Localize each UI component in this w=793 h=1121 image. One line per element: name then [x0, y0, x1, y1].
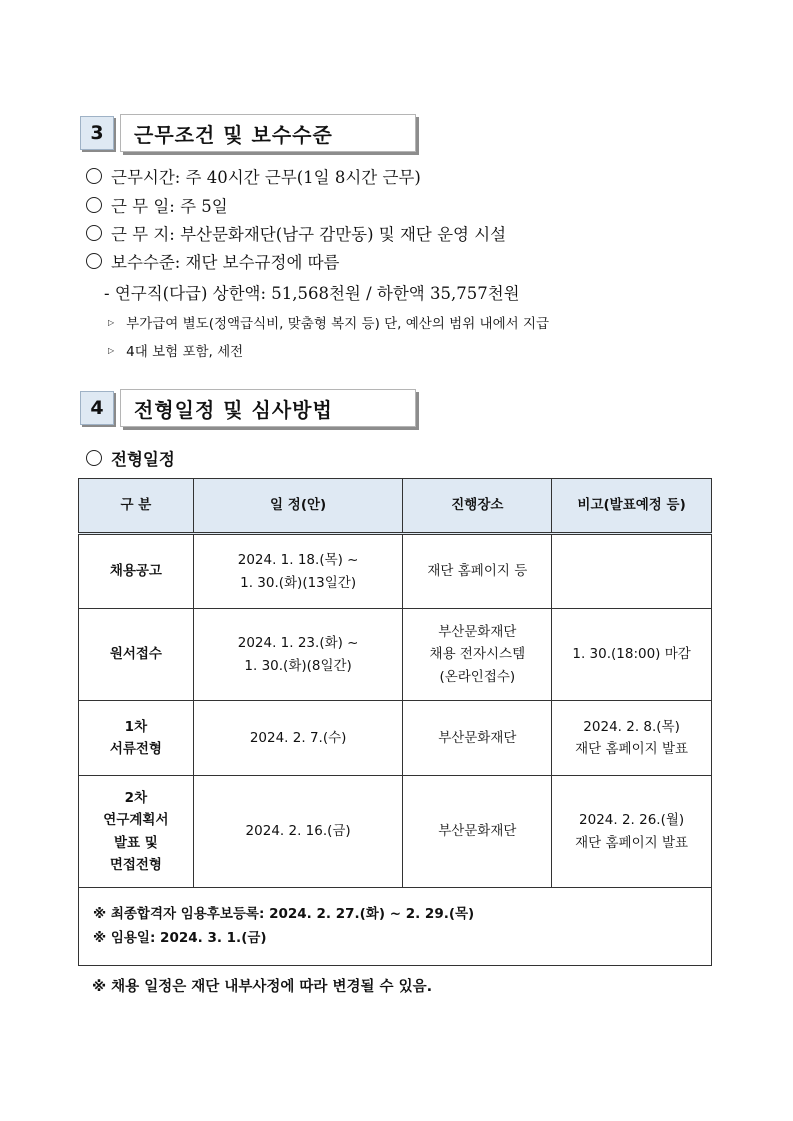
cell-line: 서류전형 — [109, 741, 162, 757]
circle-bullet-icon — [86, 168, 102, 184]
cell-place — [403, 534, 552, 609]
cell-line: 채용 전자시스템 — [429, 646, 526, 663]
list-item: 근 무 일: 주 5일 — [86, 193, 228, 217]
cell-line: 1. 30.(18:00) 마감 — [572, 646, 691, 663]
cell-place — [403, 701, 552, 776]
cell-label — [79, 776, 194, 888]
table-note — [79, 888, 712, 966]
cell-line: 2024. 1. 18.(목) ~ — [237, 552, 359, 569]
cell-line: 연구계획서 — [103, 812, 169, 829]
section-number: 4 — [80, 391, 114, 425]
table-row — [79, 701, 712, 776]
footnote: ※ 채용 일정은 재단 내부사정에 따라 변경될 수 있음. — [92, 979, 433, 995]
cell-line: 부산문화재단 — [438, 624, 517, 641]
cell-place — [403, 776, 552, 888]
note-line: ※ 최종합격자 임용후보등록: 2024. 2. 27.(화) ~ 2. 29.(목) — [93, 905, 475, 922]
cell-label — [79, 701, 194, 776]
circle-bullet-icon — [86, 225, 102, 241]
table-row — [79, 776, 712, 888]
cell-line: 2024. 1. 23.(화) ~ — [237, 635, 359, 652]
note-item: ▷ 4대 보험 포함, 세전 — [108, 344, 244, 360]
schedule-table — [78, 478, 712, 966]
cell-schedule — [193, 609, 403, 701]
subheading: 전형일정 — [86, 446, 175, 470]
table-row — [79, 888, 712, 966]
section-title: 전형일정 및 심사방법 — [120, 389, 416, 427]
cell-line: 발표 및 — [113, 834, 158, 851]
cell-schedule — [193, 701, 403, 776]
cell-line: 재단 홈페이지 등 — [427, 563, 528, 580]
column-header: 구 분 — [79, 479, 194, 534]
triangle-bullet-icon: ▷ — [108, 317, 115, 327]
table-row — [79, 534, 712, 609]
cell-schedule — [193, 534, 403, 609]
cell-line: (온라인접수) — [439, 668, 516, 685]
cell-line: 채용공고 — [109, 563, 162, 580]
cell-line: 1. 30.(화)(8일간) — [244, 657, 352, 674]
column-header: 진행장소 — [403, 479, 552, 534]
cell-line: 재단 홈페이지 발표 — [575, 834, 689, 851]
cell-schedule — [193, 776, 403, 888]
list-item: 보수수준: 재단 보수규정에 따름 — [86, 249, 340, 273]
note-item: ▷ 부가급여 별도(정액급식비, 맞춤형 복지 등) 단, 예산의 범위 내에서 지급 — [108, 316, 550, 332]
cell-line: 2024. 2. 8.(목) — [583, 718, 680, 735]
list-item: 근 무 지: 부산문화재단(남구 감만동) 및 재단 운영 시설 — [86, 221, 506, 245]
cell-note — [552, 609, 712, 701]
cell-label — [79, 534, 194, 609]
cell-line: 면접전형 — [109, 856, 162, 873]
list-item: 근무시간: 주 40시간 근무(1일 8시간 근무) — [86, 164, 421, 188]
cell-line: 부산문화재단 — [438, 823, 517, 840]
salary-line: - 연구직(다급) 상한액: 51,568천원 / 하한액 35,757천원 — [104, 284, 520, 303]
cell-note — [552, 534, 712, 609]
cell-line: 1. 30.(화)(13일간) — [240, 574, 357, 591]
cell-line: 2차 — [124, 789, 148, 806]
section-number: 3 — [80, 116, 114, 150]
cell-line: 2024. 2. 7.(수) — [249, 729, 347, 746]
table-row — [79, 609, 712, 701]
cell-note — [552, 701, 712, 776]
column-header: 일 정(안) — [193, 479, 403, 534]
circle-bullet-icon — [86, 450, 102, 466]
cell-line: 2024. 2. 16.(금) — [245, 823, 351, 840]
cell-line: 재단 홈페이지 발표 — [575, 741, 689, 757]
column-header: 비고(발표예정 등) — [552, 479, 712, 534]
cell-place — [403, 609, 552, 701]
cell-line: 부산문화재단 — [438, 729, 517, 746]
section-4-header — [80, 389, 416, 427]
circle-bullet-icon — [86, 197, 102, 213]
cell-label — [79, 609, 194, 701]
cell-note — [552, 776, 712, 888]
note-line: ※ 임용일: 2024. 3. 1.(금) — [93, 929, 267, 946]
section-3-header — [80, 114, 416, 152]
cell-line: 2024. 2. 26.(월) — [579, 812, 685, 829]
cell-line: 원서접수 — [109, 646, 162, 663]
section-title: 근무조건 및 보수수준 — [120, 114, 416, 152]
cell-line: 1차 — [124, 718, 148, 735]
triangle-bullet-icon: ▷ — [108, 345, 115, 355]
circle-bullet-icon — [86, 253, 102, 269]
